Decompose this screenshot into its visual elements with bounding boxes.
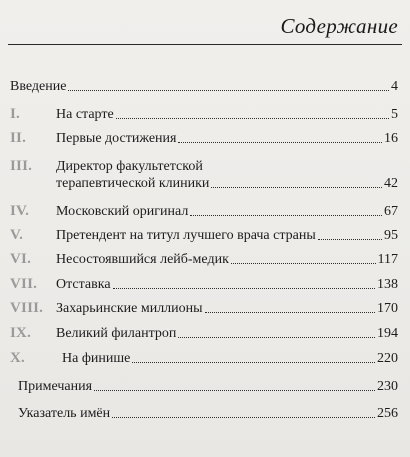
dot-leader xyxy=(113,288,375,289)
toc-entry-chapter-1[interactable] xyxy=(10,106,398,123)
toc-entry-page: 194 xyxy=(377,326,398,341)
dot-leader xyxy=(178,337,375,338)
toc-entry-title: На старте xyxy=(56,107,114,122)
chapter-number: VI. xyxy=(10,251,32,267)
toc-entry-title: Отставка xyxy=(56,277,111,292)
toc-entry-page: 230 xyxy=(377,379,398,394)
dot-leader xyxy=(190,215,382,216)
toc-entry-intro[interactable] xyxy=(10,78,398,95)
toc-entry-body xyxy=(10,78,398,95)
chapter-number: I. xyxy=(10,106,20,122)
toc-entry-chapter-3[interactable] xyxy=(10,158,398,175)
toc-entry-index[interactable] xyxy=(10,405,398,422)
chapter-number: IV. xyxy=(10,203,30,219)
chapter-number: III. xyxy=(10,158,33,174)
toc-entry-page: 170 xyxy=(377,301,398,316)
toc-entry-body xyxy=(50,350,398,367)
toc-entry-body xyxy=(50,158,398,175)
toc-entry-body xyxy=(50,276,398,293)
toc-entry-body xyxy=(50,300,398,317)
toc-entry-page: 256 xyxy=(377,406,398,421)
toc-entry-title: Первые достижения xyxy=(56,131,177,146)
toc-entry-page: 95 xyxy=(384,228,398,243)
chapter-number: IX. xyxy=(10,325,32,341)
toc-entry-chapter-8[interactable] xyxy=(10,300,398,317)
toc-entry-chapter-4[interactable] xyxy=(10,203,398,220)
table-of-contents xyxy=(10,0,398,457)
toc-entry-title: Указатель имён xyxy=(18,406,111,421)
toc-entry-body xyxy=(50,203,398,220)
toc-entry-body xyxy=(50,106,398,123)
toc-entry-title-line1: Директор факультетской xyxy=(56,159,203,174)
toc-entry-chapter-7[interactable] xyxy=(10,276,398,293)
toc-entry-title: Захарьинские миллионы xyxy=(56,301,203,316)
chapter-number: II. xyxy=(10,130,27,146)
toc-entry-page: 16 xyxy=(384,131,398,146)
toc-entry-title: Великий филантроп xyxy=(56,326,177,341)
chapter-number: V. xyxy=(10,227,24,243)
dot-leader xyxy=(205,312,375,313)
toc-entry-title: Московский оригинал xyxy=(56,204,189,219)
toc-entry-title: Примечания xyxy=(18,379,93,394)
toc-entry-body xyxy=(50,325,398,342)
toc-entry-body xyxy=(50,175,398,192)
chapter-number: VII. xyxy=(10,276,38,292)
toc-entry-notes[interactable] xyxy=(10,378,398,395)
dot-leader xyxy=(116,118,389,119)
toc-entry-page: 5 xyxy=(391,107,398,122)
dot-leader xyxy=(94,390,375,391)
dot-leader xyxy=(68,90,389,91)
toc-entry-body xyxy=(10,378,398,395)
toc-entry-title-line2: терапевтической клиники xyxy=(56,176,210,191)
toc-entry-body xyxy=(10,405,398,422)
dot-leader xyxy=(318,239,382,240)
toc-entry-page: 4 xyxy=(391,79,398,94)
page-title: Содержание xyxy=(280,14,398,38)
toc-entry-title: Претендент на титул лучшего врача страны xyxy=(56,228,316,243)
toc-entry-chapter-9[interactable] xyxy=(10,325,398,342)
toc-entry-page: 117 xyxy=(377,252,398,267)
dot-leader xyxy=(231,263,376,264)
chapter-number: VIII. xyxy=(10,300,44,316)
toc-entry-title: Введение xyxy=(10,79,67,94)
toc-entry-page: 138 xyxy=(377,277,398,292)
toc-entry-chapter-2[interactable] xyxy=(10,130,398,147)
toc-entry-chapter-6[interactable] xyxy=(10,251,398,268)
toc-entry-page: 42 xyxy=(384,176,398,191)
dot-leader xyxy=(112,417,375,418)
toc-entry-chapter-10[interactable] xyxy=(10,350,398,367)
toc-entry-title: На финише xyxy=(62,351,131,366)
toc-entry-body xyxy=(50,251,398,268)
toc-entry-body xyxy=(50,227,398,244)
toc-entry-chapter-3-continued[interactable] xyxy=(10,175,398,192)
dot-leader xyxy=(178,142,382,143)
chapter-number: X. xyxy=(10,350,25,366)
toc-entry-body xyxy=(50,130,398,147)
dot-leader xyxy=(211,187,382,188)
toc-entry-chapter-5[interactable] xyxy=(10,227,398,244)
toc-entry-title: Несостоявшийся лейб-медик xyxy=(56,252,229,267)
toc-entry-page: 67 xyxy=(384,204,398,219)
dot-leader xyxy=(132,362,375,363)
toc-entry-page: 220 xyxy=(377,351,398,366)
